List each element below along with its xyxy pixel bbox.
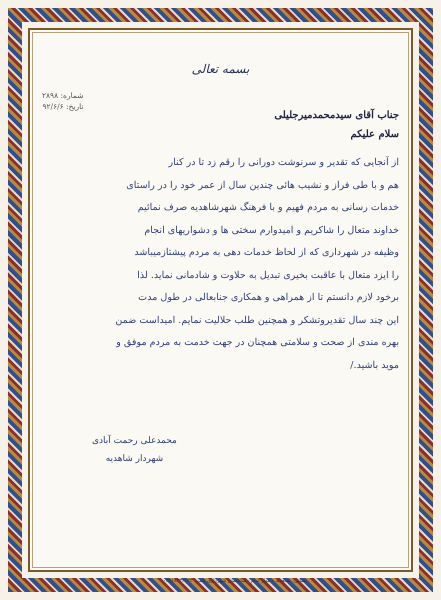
body-line: خدمات رسانی به مردم فهیم و با فرهنگ شهرشاهدیه صرف نمائیم [137,202,399,213]
letter-date: تاریخ: ۹۲/۶/۶ [42,102,84,111]
greeting: سلام علیکم [350,129,399,140]
body-line: وظیفه در شهرداری که از لحاظ خدمات دهی به مردم پیشتازمیباشد [134,247,399,258]
letter-meta [42,90,84,112]
body-line: بهره مندی از صحت و سلامتی همچنان در جهت خدمت به مردم موفق و [116,337,399,348]
recipient-salutation: جناب آقای سیدمحمدمیرجلیلی [274,110,399,121]
signature-block [92,432,177,468]
letter-content [42,40,399,560]
bismillah-heading: بسمه تعالی [191,62,250,76]
body-line: برخود لازم دانستم تا از همراهی و همکاری جنابعالی در طول مدت [138,292,399,303]
body-line: از آنجایی که تقدیر و سرنوشت دورانی را رقم زد تا در کنار [168,157,399,168]
body-line: را ایزد متعال با عاقبت بخیری تبدیل به حلاوت و شادمانی نماید. لذا [137,269,399,281]
body-line: موید باشید./ [350,359,399,371]
footer-address: نشانی: شاهدیه - بلوار امام - ساختمان شهرداری تلفن: ۰۳۵۱۸۲۳۲۱۲۲ [163,578,307,584]
signer-title: شهردار شاهدیه [105,454,164,464]
letter-number: شماره: ۲۸۹۸ [42,91,84,100]
body-line: این چند سال تقدیروتشکر و همچنین طلب حلالیت نمایم. امیداست ضمن [115,314,399,326]
body-line: هم و با طی فراز و نشیب هائی چندین سال از عمر خود را در راستای [126,179,399,191]
letter-body [56,152,399,377]
body-line: خداوند متعال را شاکریم و امیدوارم سختی ها و دشواریهای انجام [144,224,399,236]
signer-name: محمدعلی رحمت آبادی [92,436,177,446]
